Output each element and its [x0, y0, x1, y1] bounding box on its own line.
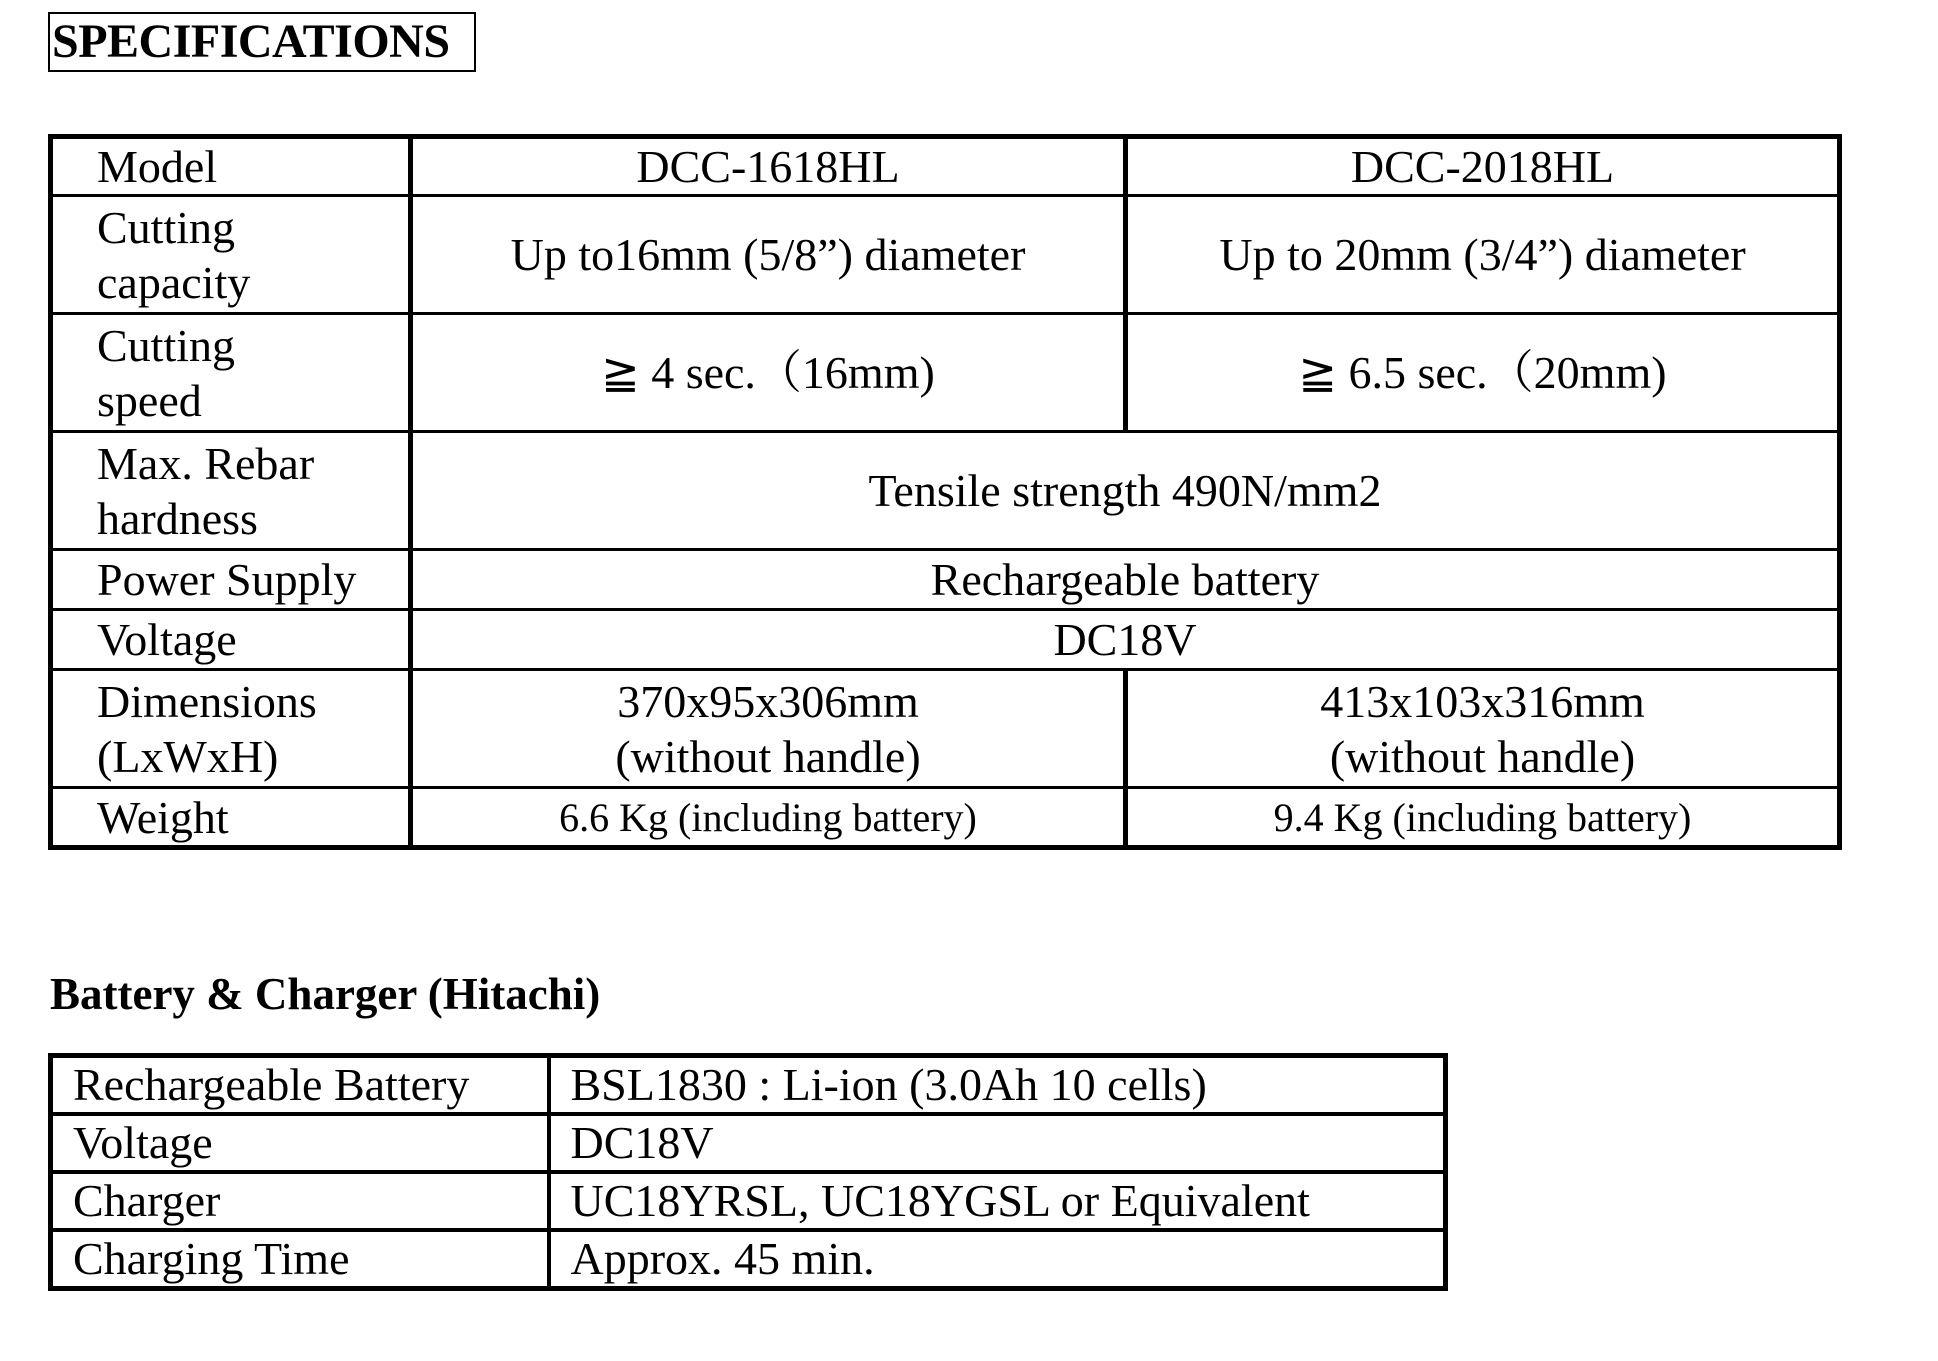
dimensions-a — [411, 670, 1126, 788]
cutting-capacity-label-line1: Cutting — [97, 201, 236, 253]
cutting-capacity-label — [51, 196, 411, 314]
dimensions-label — [51, 670, 411, 788]
battery-row-value: DC18V — [549, 1114, 1446, 1172]
cutting-speed-a: ≧ 4 sec.（16mm) — [411, 314, 1126, 432]
table-row-voltage — [51, 610, 1840, 670]
battery-row-value: Approx. 45 min. — [549, 1230, 1446, 1289]
weight-a: 6.6 Kg (including battery) — [411, 788, 1126, 848]
cutting-speed-label-line2: speed — [97, 374, 202, 426]
page-title: SPECIFICATIONS — [48, 12, 476, 72]
table-row-dimensions — [51, 670, 1840, 788]
voltage-label: Voltage — [51, 610, 411, 670]
table-row — [51, 1114, 1446, 1172]
specifications-table — [48, 134, 1842, 850]
dimensions-a-line2: (without handle) — [615, 730, 921, 782]
table-row-cutting-speed — [51, 314, 1840, 432]
voltage-value: DC18V — [411, 610, 1840, 670]
table-row-model — [51, 137, 1840, 196]
cutting-speed-label-line1: Cutting — [97, 319, 236, 371]
weight-b: 9.4 Kg (including battery) — [1126, 788, 1840, 848]
cutting-capacity-label-line2: capacity — [97, 256, 251, 308]
dimensions-b-line2: (without handle) — [1329, 730, 1636, 782]
battery-row-value: BSL1830 : Li-ion (3.0Ah 10 cells) — [549, 1056, 1446, 1115]
dimensions-a-line1: 370x95x306mm — [617, 675, 919, 727]
cutting-capacity-b: Up to 20mm (3/4”) diameter — [1126, 196, 1840, 314]
table-row — [51, 1172, 1446, 1230]
table-row-max-rebar-hardness — [51, 432, 1840, 550]
table-row — [51, 1056, 1446, 1115]
weight-label: Weight — [51, 788, 411, 848]
dimensions-b-line1: 413x103x316mm — [1320, 675, 1645, 727]
power-supply-label: Power Supply — [51, 550, 411, 610]
table-row-cutting-capacity — [51, 196, 1840, 314]
battery-row-label: Voltage — [51, 1114, 549, 1172]
battery-charger-table — [48, 1053, 1448, 1291]
battery-row-label: Charging Time — [51, 1230, 549, 1289]
battery-row-label: Charger — [51, 1172, 549, 1230]
cutting-speed-label — [51, 314, 411, 432]
table-row — [51, 1230, 1446, 1289]
max-rebar-hardness-label-line2: hardness — [97, 492, 258, 544]
max-rebar-hardness-label-line1: Max. Rebar — [97, 437, 315, 489]
cutting-capacity-a: Up to16mm (5/8”) diameter — [411, 196, 1126, 314]
model-label: Model — [51, 137, 411, 196]
dimensions-label-line2: (LxWxH) — [97, 730, 279, 782]
battery-row-value: UC18YRSL, UC18YGSL or Equivalent — [549, 1172, 1446, 1230]
battery-row-label: Rechargeable Battery — [51, 1056, 549, 1115]
max-rebar-hardness-value: Tensile strength 490N/mm2 — [411, 432, 1840, 550]
power-supply-value: Rechargeable battery — [411, 550, 1840, 610]
table-row-weight — [51, 788, 1840, 848]
table-row-power-supply — [51, 550, 1840, 610]
dimensions-label-line1: Dimensions — [97, 675, 317, 727]
dimensions-b — [1126, 670, 1840, 788]
model-b-header: DCC-2018HL — [1126, 137, 1840, 196]
max-rebar-hardness-label — [51, 432, 411, 550]
model-a-header: DCC-1618HL — [411, 137, 1126, 196]
battery-section-heading: Battery & Charger (Hitachi) — [50, 969, 601, 1019]
cutting-speed-b: ≧ 6.5 sec.（20mm) — [1126, 314, 1840, 432]
